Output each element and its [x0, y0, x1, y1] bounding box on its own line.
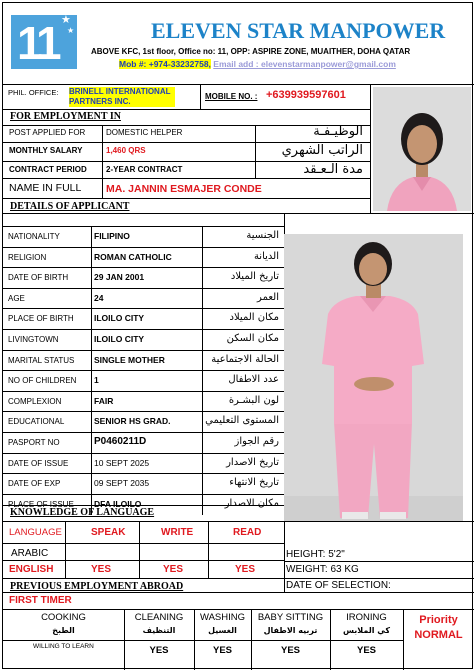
english-read: YES: [235, 564, 256, 575]
detail-row: [3, 351, 284, 372]
detail-value: ILOILO CITY: [94, 313, 145, 324]
detail-arabic: العمر: [257, 291, 279, 303]
detail-label: DATE OF ISSUE: [8, 458, 69, 468]
detail-value: SINGLE MOTHER: [94, 354, 165, 365]
detail-row: [3, 474, 284, 495]
detail-label: DATE OF EXP: [8, 479, 61, 489]
detail-row: [3, 371, 284, 392]
skill-baby-sitting: [251, 612, 330, 635]
applicant-name: MA. JANNIN ESMAJER CONDE: [106, 183, 262, 195]
phil-mobile-number: +639939597601: [266, 89, 346, 101]
write-header: WRITE: [161, 527, 194, 538]
email-address[interactable]: Email add : elevenstarmanpower@gmail.com: [213, 59, 396, 69]
logo-digits: 11: [17, 17, 58, 69]
contact-line: [119, 59, 396, 70]
detail-label: COMPLEXION: [8, 396, 62, 406]
previous-employment-value: FIRST TIMER: [9, 595, 72, 606]
mobile-number: Mob #: +974-33232758,: [119, 59, 211, 69]
detail-value: ILOILO CITY: [94, 334, 145, 344]
skill-arabic: تربيه الاطفال: [263, 626, 318, 635]
contract-value: 2-YEAR CONTRACT: [106, 165, 183, 174]
contract-arabic: مدة الـعـقد: [303, 162, 363, 177]
applicant-headshot: [373, 87, 471, 211]
detail-row: [3, 392, 284, 413]
skill-ironing-value: YES: [356, 645, 376, 656]
skill-name: CLEANING: [134, 612, 184, 623]
detail-arabic: الديانة: [253, 250, 279, 262]
company-name: ELEVEN STAR MANPOWER: [151, 18, 446, 43]
detail-label: NO OF CHILDREN: [8, 376, 77, 386]
detail-label: NATIONALITY: [8, 232, 60, 241]
phil-office-label: PHIL. OFFICE:: [8, 88, 59, 97]
detail-arabic: تاريخ الاصدار: [226, 456, 279, 468]
detail-value: 09 SEPT 2035: [94, 478, 150, 489]
language-section-title: KNOWLEDGE OF LANGUAGE: [10, 507, 155, 518]
detail-label: PASPORT NO: [8, 438, 60, 447]
post-applied-label: POST APPLIED FOR: [9, 128, 86, 137]
skill-baby-sitting-value: YES: [280, 645, 300, 656]
post-applied-arabic: الوظيـفـة: [313, 124, 363, 139]
skill-arabic: الطبخ: [52, 626, 75, 635]
priority-label: Priority: [419, 614, 458, 626]
detail-arabic: الحالة الاجتماعية: [211, 353, 279, 365]
detail-label: PLACE OF BIRTH: [8, 314, 74, 324]
priority-value: NORMAL: [414, 629, 463, 641]
arabic-language: ARABIC: [11, 548, 49, 559]
date-of-selection: DATE OF SELECTION:: [286, 580, 391, 591]
company-logo: [11, 15, 77, 69]
skill-cleaning: [124, 612, 194, 635]
detail-value: P0460211D: [94, 436, 147, 447]
contract-label: CONTRACT PERIOD: [9, 165, 87, 174]
detail-arabic: مكان السكن: [226, 333, 279, 344]
detail-row: [3, 330, 284, 351]
detail-row: [3, 309, 284, 330]
post-applied-value: DOMESTIC HELPER: [106, 128, 183, 137]
skill-name: BABY SITTING: [257, 612, 324, 623]
detail-value: 24: [94, 292, 104, 303]
detail-arabic: عدد الاطفال: [228, 374, 279, 386]
detail-row: [3, 268, 284, 289]
detail-label: AGE: [8, 293, 25, 303]
mobile-label: MOBILE NO. :: [205, 92, 258, 101]
detail-label: EDUCATIONAL: [8, 417, 65, 427]
skill-ironing: [330, 612, 403, 635]
skill-name: IRONING: [346, 612, 387, 623]
height-value: HEIGHT: 5'2": [286, 549, 345, 560]
detail-label: RELIGION: [8, 252, 47, 262]
skill-arabic: التنظيف: [142, 626, 176, 635]
previous-section-title: PREVIOUS EMPLOYMENT ABROAD: [10, 581, 184, 592]
salary-value: 1,460 QRS: [106, 146, 146, 155]
skill-washing: [194, 612, 251, 635]
detail-arabic: لون البشـرة: [228, 394, 279, 406]
detail-label: PLACE OF ISSUE: [8, 499, 74, 509]
detail-value: 10 SEPT 2025: [94, 457, 150, 468]
detail-arabic: المستوى التعليمي: [205, 415, 279, 427]
logo-star-icon: ★: [67, 26, 75, 35]
speak-header: SPEAK: [91, 527, 126, 538]
english-write: YES: [163, 564, 184, 575]
detail-value: FILIPINO: [94, 231, 130, 241]
salary-label: MONTHLY SALARY: [9, 146, 83, 155]
detail-value: ROMAN CATHOLIC: [94, 251, 172, 262]
weight-value: WEIGHT: 63 KG: [286, 564, 359, 575]
english-language: ENGLISH: [9, 564, 54, 575]
salary-arabic: الراتب الشهري: [281, 143, 363, 158]
detail-row: [3, 412, 284, 433]
detail-value: FAIR: [94, 395, 114, 406]
skill-cooking: [3, 612, 124, 635]
employment-section-title: FOR EMPLOYMENT IN: [10, 111, 121, 122]
english-speak: YES: [91, 564, 112, 575]
detail-value: 1: [94, 375, 99, 386]
logo-star-icon: ★: [61, 14, 71, 26]
skill-name: WASHING: [199, 612, 246, 623]
detail-value: 29 JAN 2001: [94, 272, 145, 283]
detail-row: [3, 248, 284, 269]
detail-row: [3, 454, 284, 475]
detail-value: DFA ILOILO: [94, 498, 142, 509]
application-form: [2, 2, 473, 669]
company-address: ABOVE KFC, 1st floor, Office no: 11, OPP: ASPIRE ZONE, MUAITHER, DOHA QATAR: [91, 47, 411, 56]
skill-arabic: الغسيل: [208, 626, 237, 635]
detail-value: SENIOR HS GRAD.: [94, 416, 171, 427]
applicant-details-table: [3, 226, 284, 515]
detail-arabic: مكان الاصدار: [224, 497, 279, 509]
detail-arabic: الجنسية: [246, 230, 279, 241]
skill-washing-value: YES: [212, 645, 232, 656]
skill-cleaning-value: YES: [149, 645, 169, 656]
phil-office-name: BRINELL INTERNATIONAL PARTNERS INC.: [69, 87, 175, 107]
detail-label: MARITAL STATUS: [8, 355, 75, 365]
detail-row: [3, 433, 284, 454]
read-header: READ: [233, 527, 262, 538]
detail-arabic: تاريخ الانتهاء: [229, 477, 279, 489]
language-header: LANGUAGE: [9, 527, 62, 538]
applicant-section-title: DETAILS OF APPLICANT: [10, 201, 130, 212]
skill-arabic: كي الملابس: [342, 626, 391, 635]
detail-label: LIVINGTOWN: [8, 335, 59, 344]
detail-row: [3, 289, 284, 310]
applicant-full-body-photo: [284, 234, 463, 521]
detail-arabic: رقم الجواز: [234, 436, 279, 447]
skill-name: COOKING: [41, 612, 86, 623]
detail-label: DATE OF BIRTH: [8, 273, 69, 283]
detail-arabic: مكان الميلاد: [229, 312, 279, 324]
name-label: NAME IN FULL: [9, 182, 82, 194]
detail-row: [3, 227, 284, 248]
detail-arabic: تاريخ الميلاد: [230, 271, 279, 283]
skill-cooking-value: WILLING TO LEARN: [33, 643, 94, 650]
